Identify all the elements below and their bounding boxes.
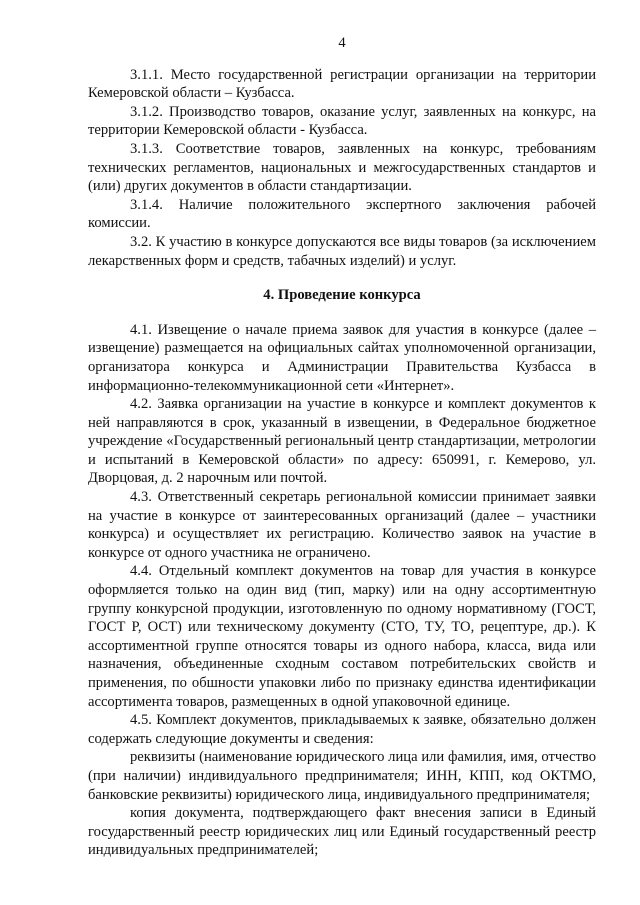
paragraph-4-1: 4.1. Извещение о начале приема заявок для участия в конкурсе (далее – извещение) размещается на официальных сайтах уполномоченной организации, организатора конкурса и Администрации Правительства Кузбасса в информационно-телекоммуникационной сети «Интернет». — [88, 321, 596, 394]
document-page — [88, 34, 596, 860]
paragraph-3-1-1: 3.1.1. Место государственной регистрации организации на территории Кемеровской области – Кузбасса. — [88, 66, 596, 102]
paragraph-3-2: 3.2. К участию в конкурсе допускаются все виды товаров (за исключением лекарственных форм и средств, табачных изделий) и услуг. — [88, 233, 596, 269]
paragraph-3-1-4: 3.1.4. Наличие положительного экспертного заключения рабочей комиссии. — [88, 196, 596, 232]
paragraph-4-2: 4.2. Заявка организации на участие в конкурсе и комплект документов к ней направляются в срок, указанный в извещении, в Федеральное бюджетное учреждение «Государственный региональный центр стандартизации, метрологии и испытаний в Кемеровской области» по адресу: 650991, г. Кемерово, ул. Дворцовая, д. 2 нарочным или почтой. — [88, 396, 596, 487]
paragraph-4-3: 4.3. Ответственный секретарь региональной комиссии принимает заявки на участие в конкурсе от заинтересованных организаций (далее – участники конкурса) и осуществляет их регистрацию. Количество заявок на участие в конкурсе от одного участника не ограничено. — [88, 489, 596, 561]
paragraph-3-1-2: 3.1.2. Производство товаров, оказание услуг, заявленных на конкурс, на территории Кемеровской области - Кузбасса. — [88, 103, 596, 139]
list-item-registry-copy: копия документа, подтверждающего факт внесения записи в Единый государственный реестр юридических лиц или Единый государственный реестр индивидуальных предпринимателей; — [88, 805, 596, 859]
page-number: 4 — [338, 35, 346, 51]
paragraph-4-5: 4.5. Комплект документов, прикладываемых к заявке, обязательно должен содержать следующие документы и сведения: — [88, 712, 596, 747]
paragraph-4-4: 4.4. Отдельный комплект документов на товар для участия в конкурсе оформляется только на один вид (тип, марку) или на одну ассортиментную группу конкурсной продукции, изготовленную по одному нормативному (ГОСТ, ГОСТ Р, ОСТ) или техническому документу (СТО, ТУ, ТО, рецептуре, др.). К ассортиментной группе относятся товары из одного набора, класса, вида или назначения, объединенные сходным составом потребительских свойств и применения, по обшности упаковки либо по признаку единства идентификации ассортимента товаров, размещенных в одной упаковочной единице. — [88, 563, 596, 710]
section-4-heading: 4. Проведение конкурса — [263, 287, 421, 304]
paragraph-3-1-3: 3.1.3. Соответствие товаров, заявленных на конкурс, требованиям технических регламентов, национальных и межгосударственных стандартов и (или) других документов в области стандартизации. — [88, 140, 596, 195]
list-item-requisites: реквизиты (наименование юридического лица или фамилия, имя, отчество (при наличии) индивидуального предпринимателя; ИНН, КПП, код ОКТМО, банковские реквизиты) юридического лица, индивидуального предпринимателя; — [88, 749, 596, 803]
